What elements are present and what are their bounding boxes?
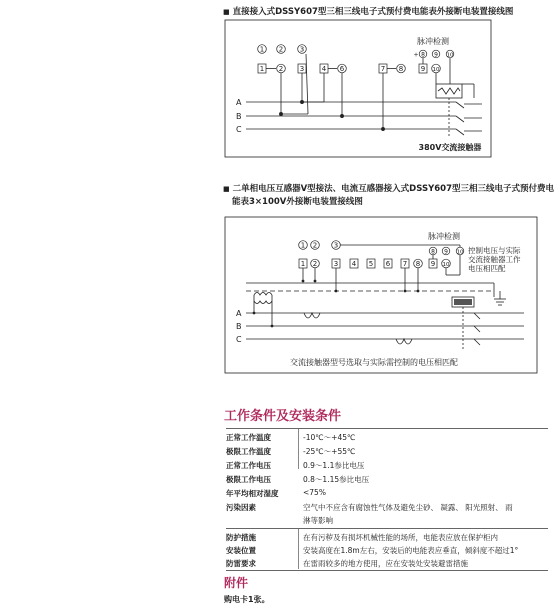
diagram2-caption-text-1: 二单相电压互感器V型接法、电流互感器接入式DSSY607型三相三线电子式预付费电 bbox=[232, 184, 554, 194]
bullet-icon: ■ bbox=[223, 8, 230, 16]
d1-contactor-label: 380V交流接触器 bbox=[418, 143, 482, 152]
row-label: 极限工作电压 bbox=[226, 475, 271, 484]
accessories-text: 购电卡1张。 bbox=[224, 595, 270, 604]
d1-top-terminal-2: 2 bbox=[278, 45, 284, 54]
d2-control-note-1: 控制电压与实际 bbox=[468, 246, 521, 255]
row-label: 安装位置 bbox=[226, 546, 256, 555]
d1-top-terminal-3: 3 bbox=[299, 45, 305, 54]
d2-top-terminal-2: 2 bbox=[312, 241, 318, 250]
wiring-diagram-2 bbox=[224, 215, 542, 375]
row-value: 空气中不应含有腐蚀性气体及避免尘砂、 凝露、 阳光照射、 雨 bbox=[303, 503, 513, 512]
diagram2-caption-line1 bbox=[223, 182, 554, 194]
row-value: 0.9～1.1参比电压 bbox=[303, 461, 365, 470]
d1-pulse-terminal-8: 8 bbox=[421, 51, 425, 59]
d2-control-note-3: 电压相匹配 bbox=[468, 264, 506, 273]
d1-row-terminal-1: 1 bbox=[259, 65, 265, 73]
d1-row-terminal-10: 10 bbox=[432, 67, 440, 73]
d2-pulse-terminal-9: 9 bbox=[444, 248, 448, 256]
d1-row-terminal-4: 4 bbox=[321, 65, 327, 73]
diagram2-caption-text-2: 能表3×100V外接断电装置接线图 bbox=[232, 197, 363, 207]
row-label: 污染因素 bbox=[226, 503, 256, 512]
d2-row-terminal-2: 2 bbox=[312, 260, 318, 268]
diagram2-caption-line2 bbox=[232, 195, 363, 207]
d1-pulse-terminal-9: 9 bbox=[434, 51, 438, 59]
d2-row-terminal-9: 9 bbox=[430, 260, 436, 268]
d2-top-terminal-3: 3 bbox=[333, 241, 339, 250]
d2-bottom-note: 交流接触器型号选取与实际需控制的电压相匹配 bbox=[290, 358, 458, 367]
d1-row-terminal-8: 8 bbox=[398, 65, 404, 73]
row-value: 在有污秽及有损坏机械性能的场所，电能表应放在保护柜内 bbox=[303, 533, 498, 542]
table-top-border bbox=[226, 428, 548, 429]
d2-row-terminal-3: 3 bbox=[333, 260, 339, 268]
row-value: -25℃～+55℃ bbox=[303, 447, 356, 456]
d1-row-terminal-7: 7 bbox=[380, 65, 386, 73]
d2-row-terminal-5: 5 bbox=[368, 260, 374, 268]
d2-pulse-terminal-10: 10 bbox=[456, 249, 464, 256]
wiring-diagram-1-svg bbox=[224, 18, 494, 160]
d2-pulse-label: 脉冲检测 bbox=[428, 232, 460, 241]
row-label: 防雷要求 bbox=[226, 559, 256, 568]
wiring-diagram-2-svg bbox=[224, 215, 542, 375]
d2-row-terminal-8: 8 bbox=[415, 260, 421, 268]
row-label: 极限工作温度 bbox=[226, 447, 271, 456]
row-label: 正常工作温度 bbox=[226, 433, 271, 442]
row-value: 在雷雨较多的地方使用，应在安装处安装避雷措施 bbox=[303, 559, 468, 568]
d2-top-terminal-1: 1 bbox=[300, 241, 306, 250]
d1-phase-a: A bbox=[236, 98, 242, 107]
d2-phase-b: B bbox=[236, 322, 242, 331]
row-value: -10℃～+45℃ bbox=[303, 433, 356, 442]
d1-row-terminal-3: 3 bbox=[299, 65, 305, 73]
section-title-work-conditions: 工作条件及安装条件 bbox=[224, 409, 342, 424]
row-label: 年平均相对湿度 bbox=[226, 489, 279, 498]
d2-phase-c: C bbox=[236, 335, 242, 344]
d2-phase-a: A bbox=[236, 309, 242, 318]
row-value-continued: 淋等影响 bbox=[303, 516, 333, 525]
table-bottom-border bbox=[226, 570, 548, 571]
d1-phase-b: B bbox=[236, 112, 242, 121]
row-label: 正常工作电压 bbox=[226, 461, 271, 470]
d1-top-terminal-1: 1 bbox=[259, 45, 265, 54]
d1-pulse-label: 脉冲检测 bbox=[417, 37, 449, 46]
section-title-accessories: 附件 bbox=[224, 576, 249, 590]
d2-row-terminal-4: 4 bbox=[351, 260, 357, 268]
row-value: 0.8～1.15参比电压 bbox=[303, 475, 370, 484]
diagram1-caption-text: 直接接入式DSSY607型三相三线电子式预付费电能表外接断电装置接线图 bbox=[232, 7, 514, 17]
d2-row-terminal-7: 7 bbox=[402, 260, 408, 268]
svg-text:+: + bbox=[413, 51, 419, 59]
d2-row-terminal-1: 1 bbox=[300, 260, 306, 268]
d1-pulse-terminal-10: 10 bbox=[446, 52, 454, 59]
d2-pulse-terminal-8: 8 bbox=[431, 248, 435, 256]
d1-row-terminal-2: 2 bbox=[278, 65, 284, 73]
d2-control-note-2: 交流接触器工作 bbox=[468, 255, 521, 264]
wiring-diagram-1 bbox=[224, 18, 494, 160]
row-label: 防护措施 bbox=[226, 533, 256, 542]
d2-row-terminal-10: 10 bbox=[442, 262, 450, 268]
row-value: <75% bbox=[303, 488, 326, 497]
row-value: 安装高度在1.8m左右，安装后的电能表应垂直，倾斜度不超过1° bbox=[303, 546, 519, 555]
d1-phase-c: C bbox=[236, 125, 242, 134]
bullet-icon: ■ bbox=[223, 185, 230, 193]
table-divider bbox=[226, 528, 548, 529]
d1-row-terminal-6: 6 bbox=[339, 65, 345, 73]
diagram1-caption bbox=[223, 5, 513, 17]
d1-row-terminal-9: 9 bbox=[420, 65, 426, 73]
d2-row-terminal-6: 6 bbox=[385, 260, 391, 268]
